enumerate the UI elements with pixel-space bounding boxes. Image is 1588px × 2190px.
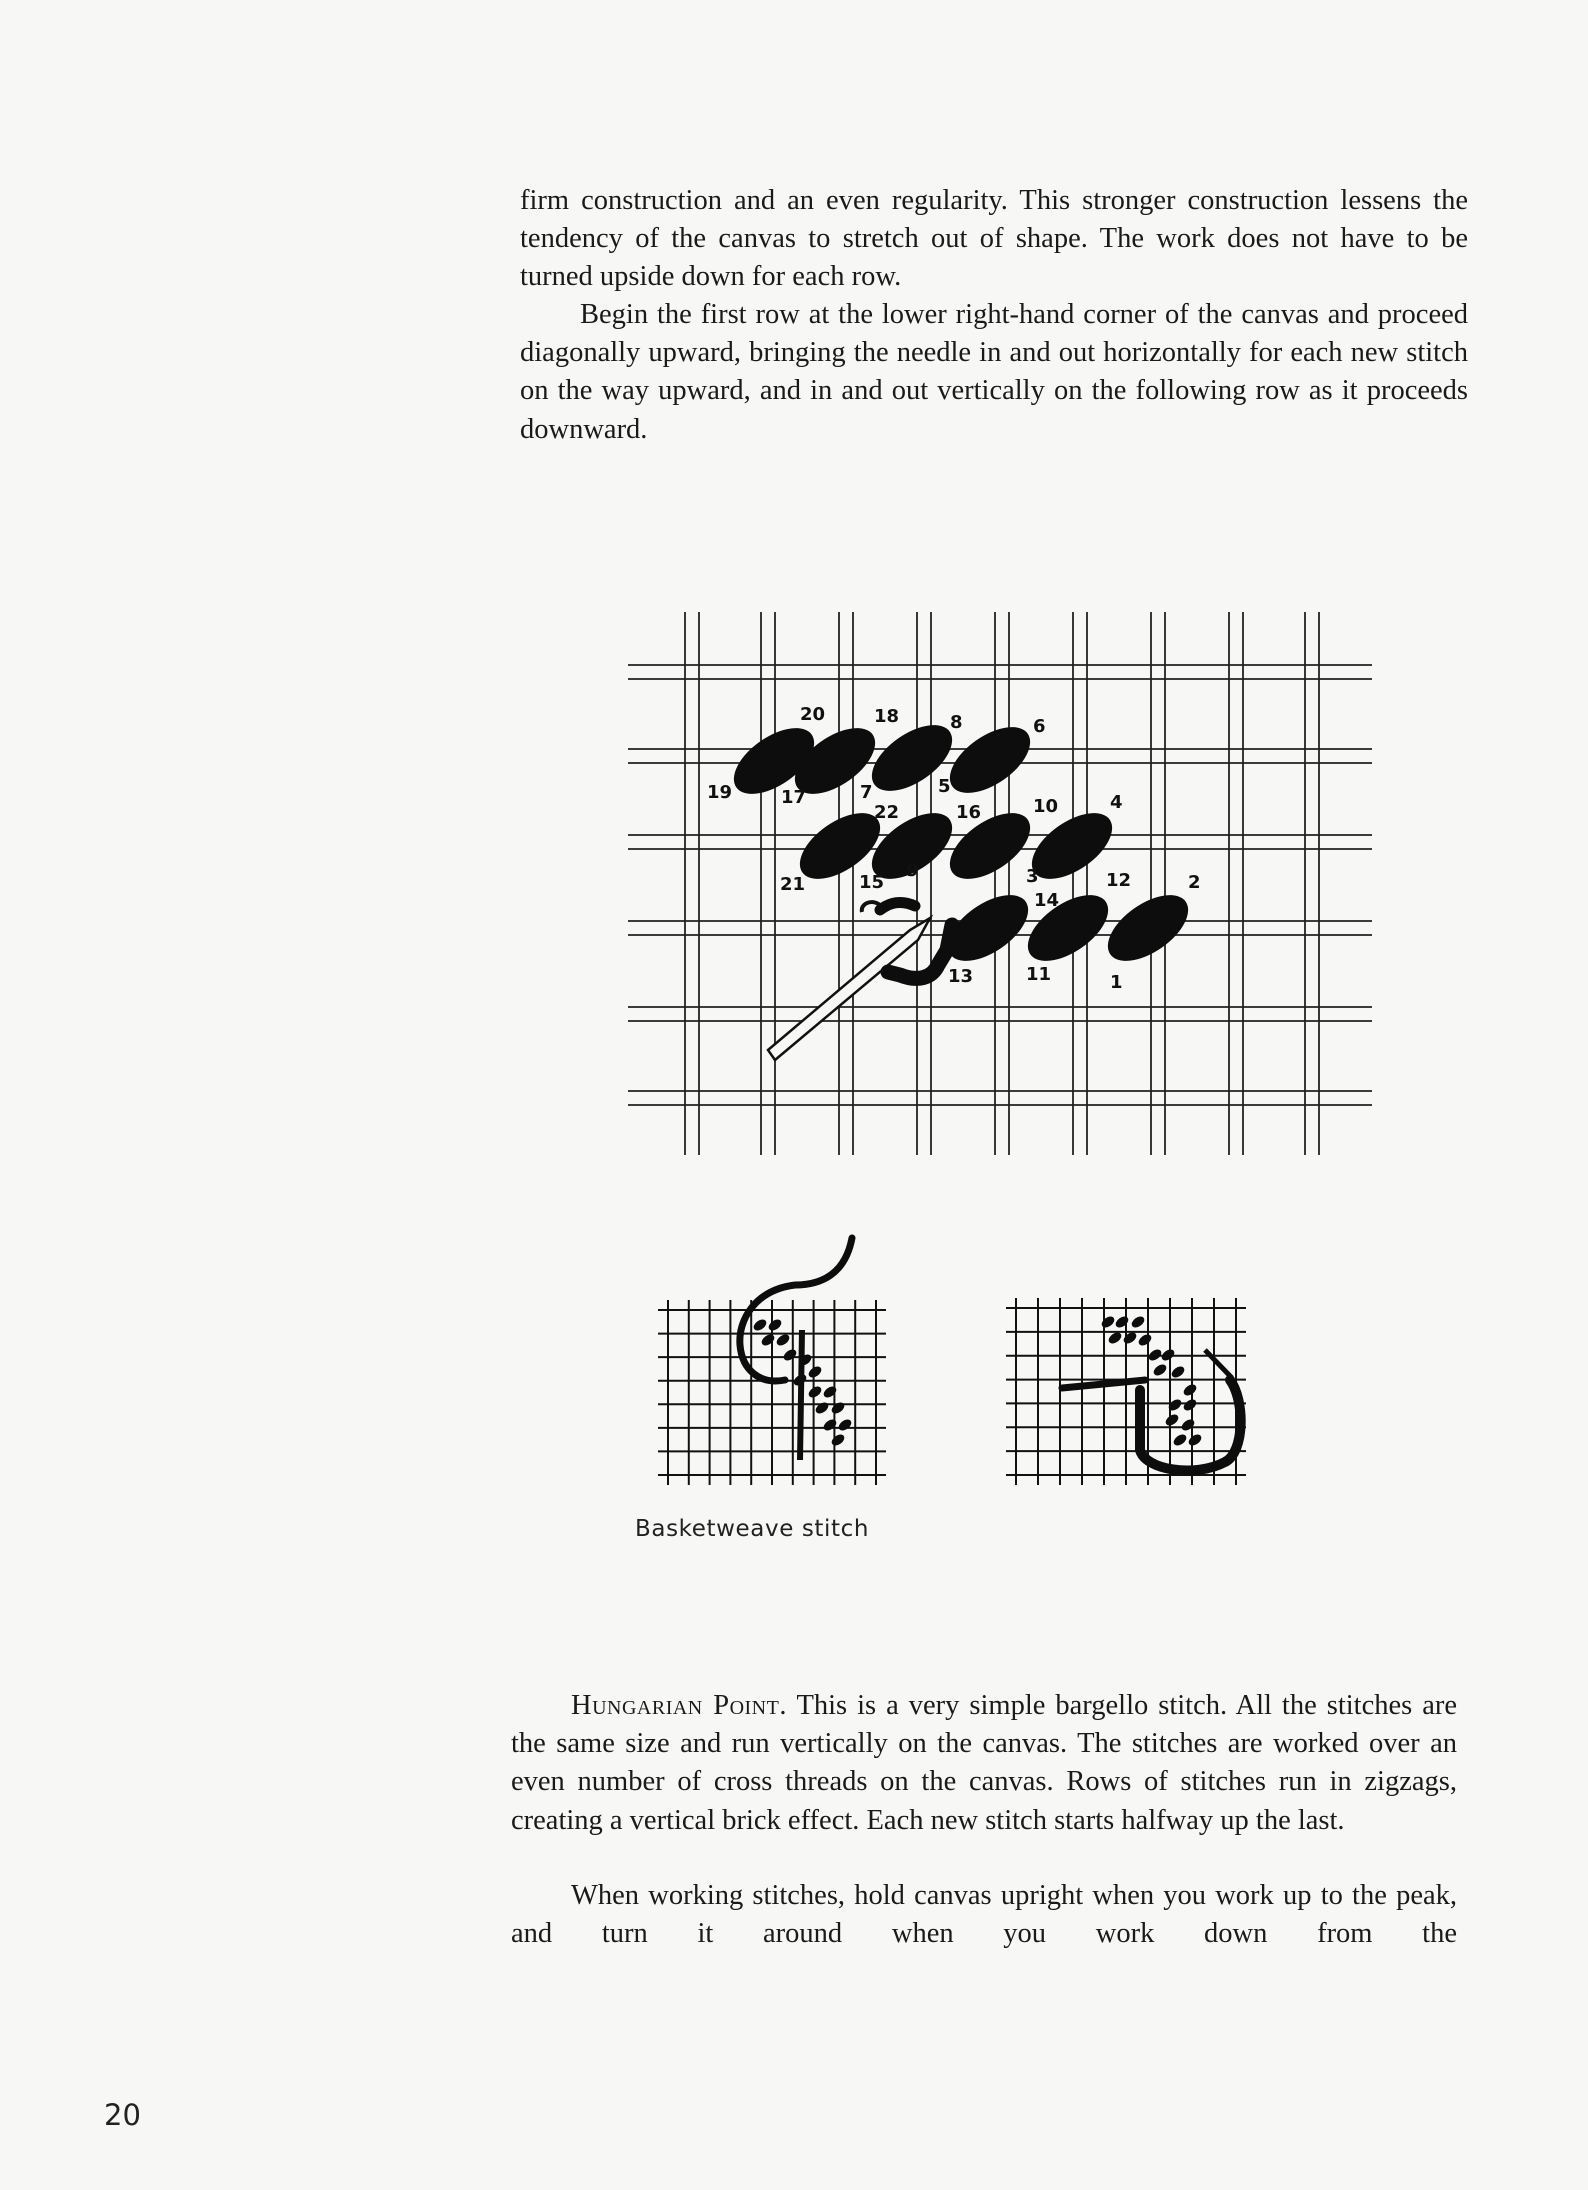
- stitch-number: 16: [956, 802, 982, 823]
- body-paragraph-3: [511, 1687, 1457, 1840]
- small-stitch-dot: [807, 1364, 824, 1379]
- paragraph-3-body: This is a very simple bargello stitch. All the stitches are the same size and run vertically on the canvas. The stitches are worked over an even number of cross threads on the canvas. Rows of stitches run in zigzags, creating a vertical brick effect. Each new stitch starts halfway up the last.: [511, 1690, 1458, 1836]
- small-stitch-dot: [830, 1400, 847, 1415]
- small-stitch-dot: [1170, 1364, 1187, 1379]
- stitch-number: 19: [707, 782, 733, 803]
- section-heading-hungarian-point: Hungarian Point.: [571, 1690, 787, 1721]
- stitch-number: 20: [800, 704, 826, 725]
- small-stitch-dot: [752, 1317, 769, 1332]
- small-stitch-dot: [760, 1332, 777, 1347]
- stitch-number: 1: [1110, 972, 1123, 993]
- small-stitch-dot: [1182, 1397, 1199, 1412]
- body-paragraph-2: Begin the first row at the lower right-hand corner of the canvas and proceed diagonally upward, bringing the needle in and out horizontally for each new stitch on the way upward, and in and out vertically on the following row as it proceeds downward.: [520, 299, 1468, 445]
- small-grid-right: [1006, 1298, 1246, 1485]
- small-stitch-dot: [807, 1384, 824, 1399]
- stitch-number: 7: [860, 782, 873, 803]
- stitch-number: 18: [874, 706, 900, 727]
- stitch-number: 5: [938, 776, 951, 797]
- small-stitch-dot: [782, 1347, 799, 1362]
- small-stitch-dot: [837, 1417, 854, 1432]
- small-stitch-dot: [1114, 1314, 1131, 1329]
- small-stitch-dot: [830, 1432, 847, 1447]
- stitch-number: 10: [1033, 796, 1059, 817]
- small-stitch-dot: [1187, 1432, 1204, 1447]
- body-paragraph-4: When working stitches, hold canvas upright when you work up to the peak, and turn it around when you work down from the: [511, 1880, 1457, 1950]
- body-paragraph-1: firm construction and an even regularity. This stronger construction lessens the tendency of the canvas to stretch out of shape. The work does not have to be turned upside down for each row.: [520, 185, 1468, 293]
- stitch-number: 3: [1026, 866, 1039, 887]
- small-stitch-dot: [775, 1332, 792, 1347]
- small-stitch-dot: [1137, 1332, 1154, 1347]
- stitch-number: 14: [1034, 890, 1060, 911]
- small-stitch-dot: [1100, 1314, 1117, 1329]
- stitch-number: 4: [1110, 792, 1123, 813]
- small-stitch-dot: [1130, 1314, 1147, 1329]
- stitch-number: 9: [906, 860, 919, 881]
- page-number: 20: [104, 2098, 141, 2132]
- stitch-number: 17: [781, 787, 807, 808]
- small-stitch-dot: [1182, 1382, 1199, 1397]
- stitch-number: 11: [1026, 964, 1052, 985]
- small-stitch-dot: [1152, 1362, 1169, 1377]
- stitch-number: 2: [1188, 872, 1201, 893]
- stitch-number: 8: [950, 712, 963, 733]
- small-stitch-dot: [767, 1317, 784, 1332]
- stitch-number: 15: [859, 872, 885, 893]
- figure-caption: Basketweave stitch: [635, 1516, 870, 1542]
- small-stitch-dot: [1180, 1417, 1197, 1432]
- stitch-number: 12: [1106, 870, 1132, 891]
- stitch-number: 21: [780, 874, 806, 895]
- small-stitch-dot: [1164, 1412, 1181, 1427]
- small-stitch-dot: [822, 1417, 839, 1432]
- stitch-number: 22: [874, 802, 900, 823]
- small-stitch-dot: [814, 1400, 831, 1415]
- small-stitch-dot: [822, 1384, 839, 1399]
- stitch-number: 6: [1033, 716, 1046, 737]
- stitch-number: 13: [948, 966, 974, 987]
- small-stitch-dot: [1172, 1432, 1189, 1447]
